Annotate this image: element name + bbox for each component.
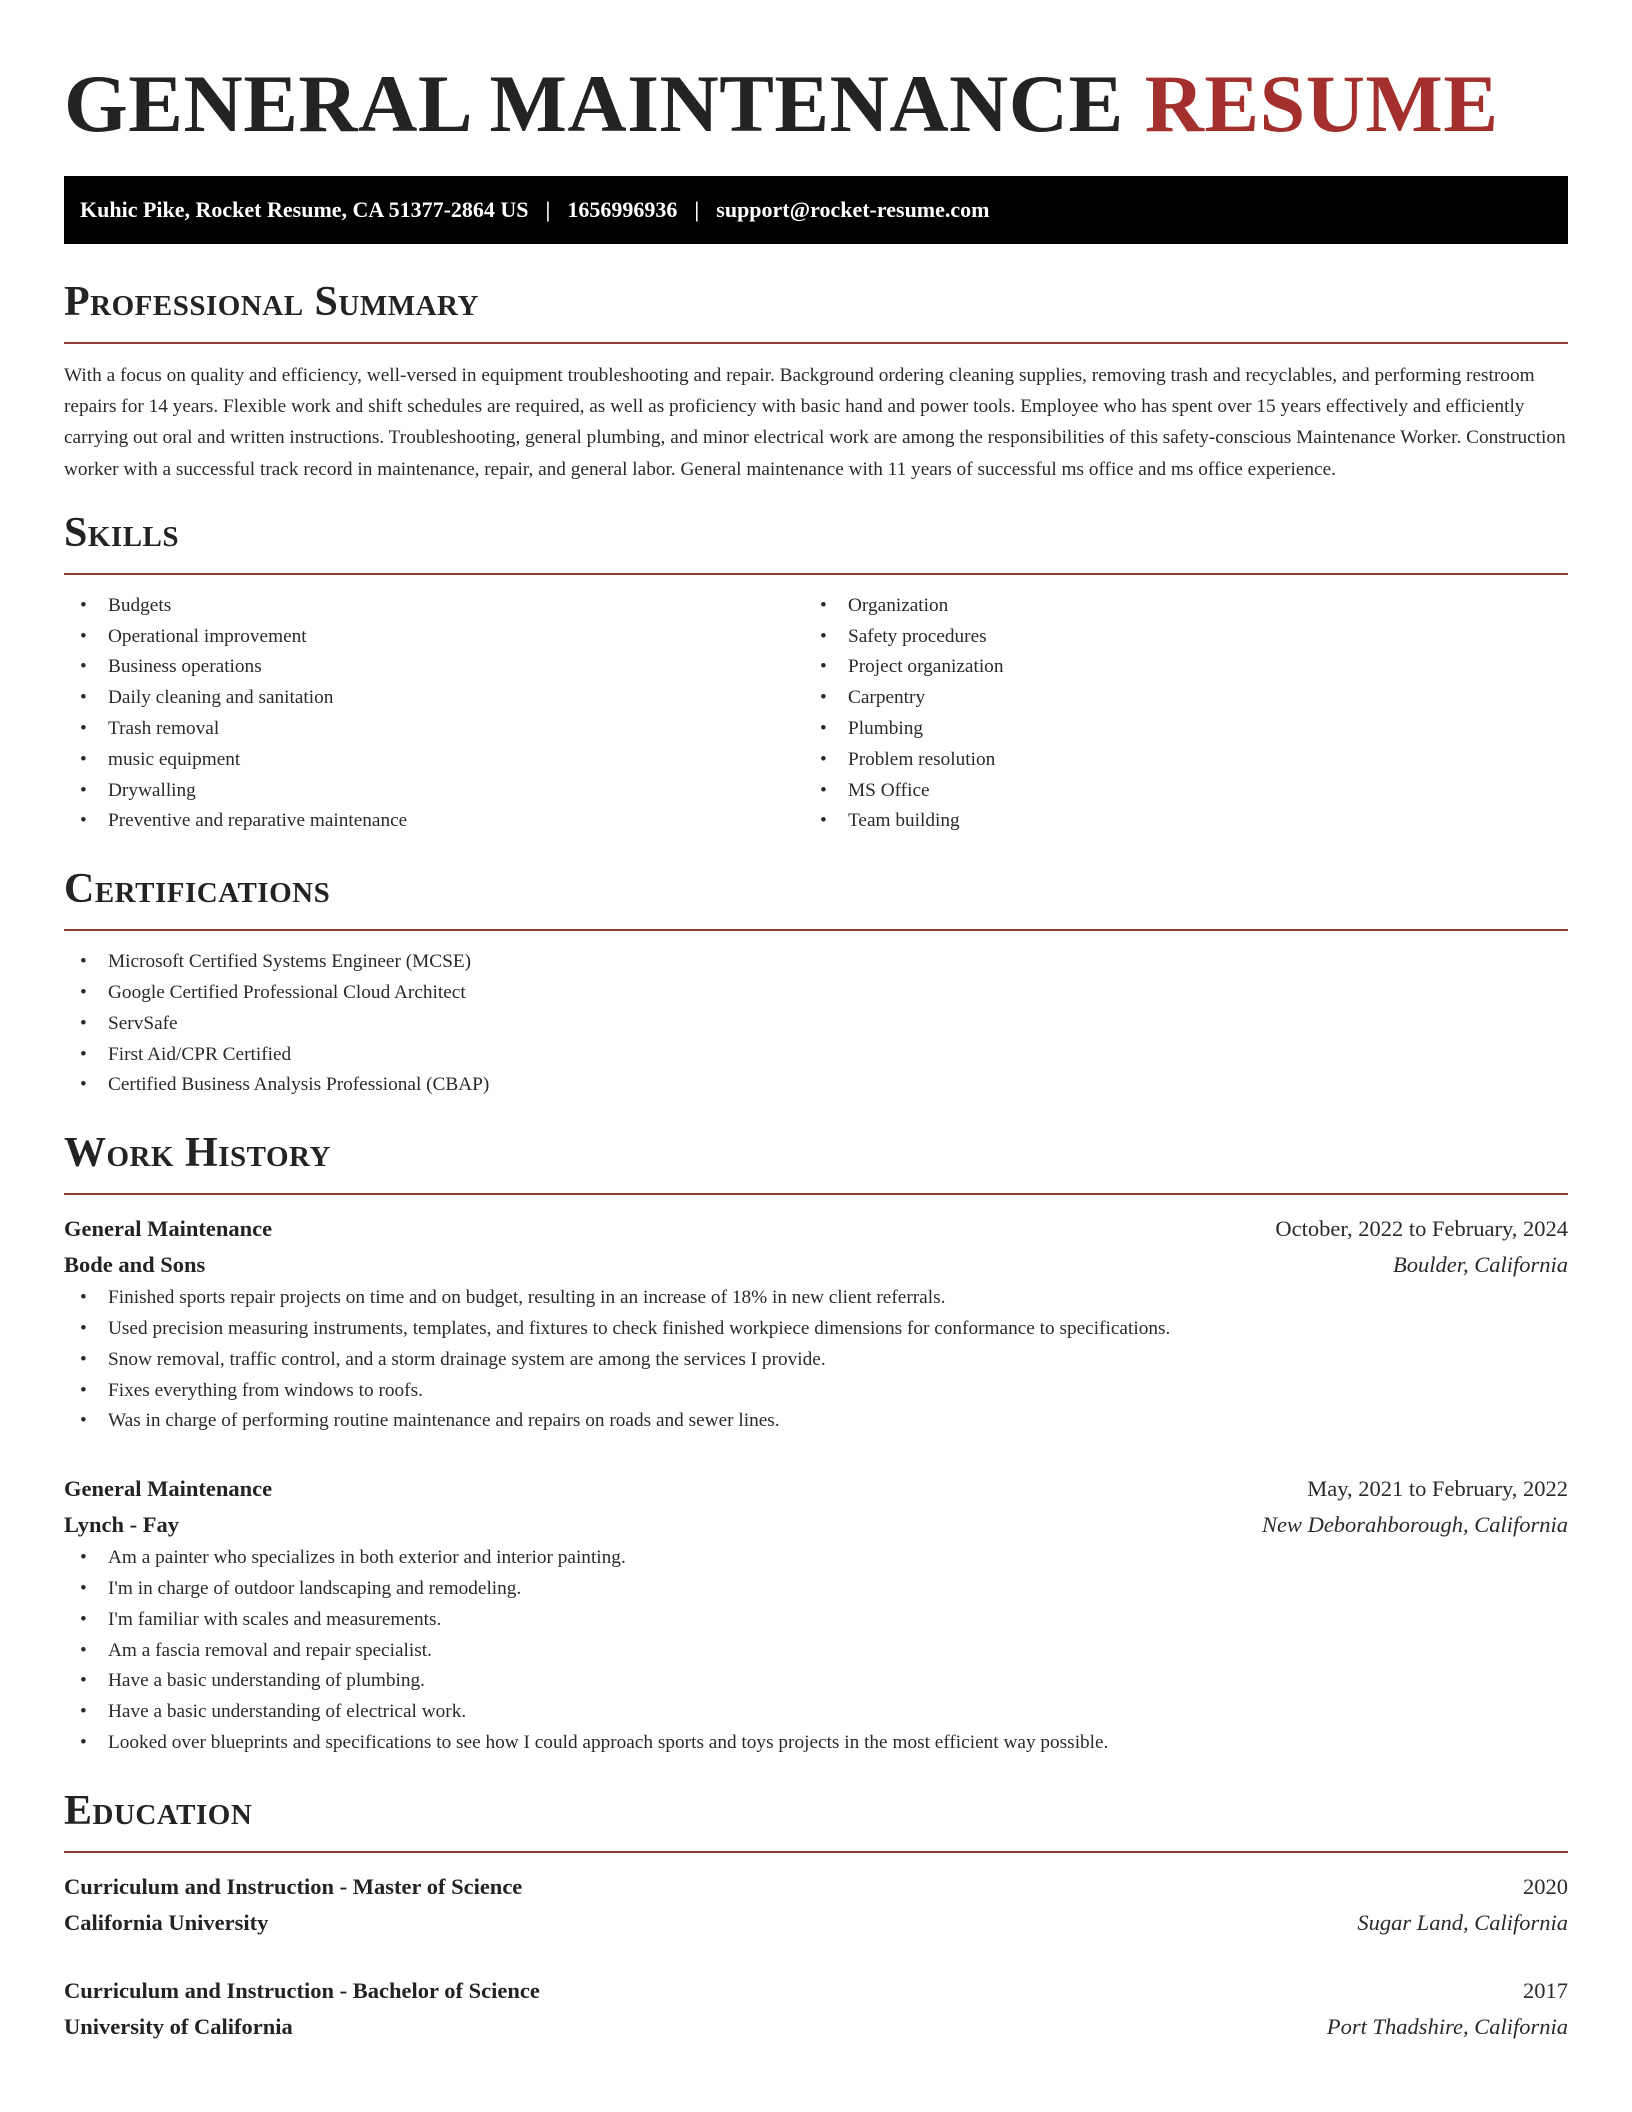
education-year: 2017 [1523,1977,1568,2003]
job-duty-item: • Snow removal, traffic control, and a storm drainage system are among the services I provide. [64,1345,1568,1376]
certification-item: • Google Certified Professional Cloud Architect [64,978,1568,1009]
skills-heading: Skills [64,509,180,556]
job-title-row [64,1211,1568,1247]
skill-item: • Operational improvement [64,622,804,653]
skill-item: • Preventive and reparative maintenance [64,806,804,837]
section-divider [64,342,1568,344]
contact-bar [64,176,1568,244]
job-duty-item: • Fixes everything from windows to roofs. [64,1376,1568,1407]
skills-list-right [804,591,1544,837]
job-duty-item: • Am a painter who specializes in both exterior and interior painting. [64,1543,1568,1574]
section-divider [64,1193,1568,1195]
skill-item: • Safety procedures [804,622,1544,653]
contact-separator: | [545,197,551,222]
job-title-row [64,1471,1568,1507]
certification-item: • First Aid/CPR Certified [64,1040,1568,1071]
job-dates: October, 2022 to February, 2024 [1275,1216,1568,1242]
skill-item: • Organization [804,591,1544,622]
summary-text: With a focus on quality and efficiency, well-versed in equipment troubleshooting and repair. Background ordering cleaning supplies, removing trash and recyclables, and performing restroom repairs for 14 years. Flexible work and shift schedules are required, as well as proficiency with basic hand and power tools. Employee who has spent over 15 years effectively and efficiently carrying out oral and written instructions. Troubleshooting, general plumbing, and minor electrical work are among the responsibilities of this safety-conscious Maintenance Worker. Construction worker with a successful track record in maintenance, repair, and general labor. General maintenance with 11 years of successful ms office and ms office experience. [64,365,1566,480]
job-dates: May, 2021 to February, 2022 [1307,1476,1568,1502]
job-title: General Maintenance [64,1216,273,1242]
job-duty-item: • Have a basic understanding of plumbing. [64,1666,1568,1697]
work-history-section [64,1127,1568,1759]
skills-section [64,507,1568,837]
skills-list-left [64,591,804,837]
education-section [64,1785,1568,2045]
certification-item: • Certified Business Analysis Professional (CBAP) [64,1070,1568,1101]
job-duty-item: • Used precision measuring instruments, templates, and fixtures to check finished workpiece dimensions for conformance to specifications. [64,1314,1568,1345]
skill-item: • Budgets [64,591,804,622]
job-company: Lynch - Fay [64,1512,180,1538]
title-accent: RESUME [1144,58,1499,149]
education-school: University of California [64,2013,293,2039]
job-company-row [64,1507,1568,1543]
contact-email: support@rocket-resume.com [716,197,990,222]
contact-separator: | [694,197,700,222]
skill-item: • Project organization [804,652,1544,683]
work-history-heading: Work History [64,1130,331,1177]
job-company: Bode and Sons [64,1252,206,1278]
skill-item: • Drywalling [64,776,804,807]
skill-item: • music equipment [64,745,804,776]
skill-item: • Problem resolution [804,745,1544,776]
contact-phone: 1656996936 [567,197,678,222]
section-divider [64,573,1568,575]
job-duty-item: • Was in charge of performing routine maintenance and repairs on roads and sewer lines. [64,1406,1568,1437]
job-entry [64,1211,1568,1437]
job-duty-item: • Looked over blueprints and specifications to see how I could approach sports and toys projects in the most efficient way possible. [64,1728,1568,1759]
skill-item: • Business operations [64,652,804,683]
certifications-heading: Certifications [64,866,331,913]
title-main: GENERAL MAINTENANCE [64,58,1124,149]
education-location: Sugar Land, California [1357,1909,1568,1935]
education-year: 2020 [1523,1873,1568,1899]
skills-columns [64,591,1568,837]
education-heading: Education [64,1787,253,1834]
education-degree-row [64,1973,1568,2009]
skill-item: • Carpentry [804,683,1544,714]
job-duties-list [64,1283,1568,1437]
skill-item: • Trash removal [64,714,804,745]
skill-item: • Team building [804,806,1544,837]
summary-heading: Professional Summary [64,279,479,325]
job-duty-item: • Have a basic understanding of electrical work. [64,1697,1568,1728]
job-company-row [64,1247,1568,1283]
job-duty-item: • I'm familiar with scales and measurements. [64,1605,1568,1636]
education-entry [64,1973,1568,2045]
certification-item: • Microsoft Certified Systems Engineer (MCSE) [64,947,1568,978]
job-title: General Maintenance [64,1476,273,1502]
education-school-row [64,2009,1568,2045]
education-degree: Curriculum and Instruction - Master of Science [64,1873,523,1899]
resume-title [64,0,1568,152]
summary-section [64,276,1568,485]
job-entry [64,1471,1568,1759]
skill-item: • Plumbing [804,714,1544,745]
section-divider [64,929,1568,931]
certifications-section [64,863,1568,1101]
job-duties-list [64,1543,1568,1759]
contact-address: Kuhic Pike, Rocket Resume, CA 51377-2864 US [80,197,529,222]
education-school-row [64,1905,1568,1941]
job-duty-item: • Am a fascia removal and repair specialist. [64,1636,1568,1667]
education-location: Port Thadshire, California [1326,2013,1568,2039]
job-location: New Deborahborough, California [1261,1512,1568,1538]
education-degree: Curriculum and Instruction - Bachelor of Science [64,1977,540,2003]
education-school: California University [64,1909,269,1935]
job-duty-item: • I'm in charge of outdoor landscaping and remodeling. [64,1574,1568,1605]
section-divider [64,1851,1568,1853]
skill-item: • MS Office [804,776,1544,807]
job-location: Boulder, California [1392,1252,1568,1278]
certification-item: • ServSafe [64,1009,1568,1040]
education-entry [64,1869,1568,1941]
job-duty-item: • Finished sports repair projects on time and on budget, resulting in an increase of 18% in new client referrals. [64,1283,1568,1314]
education-degree-row [64,1869,1568,1905]
skill-item: • Daily cleaning and sanitation [64,683,804,714]
certifications-list [64,947,1568,1101]
